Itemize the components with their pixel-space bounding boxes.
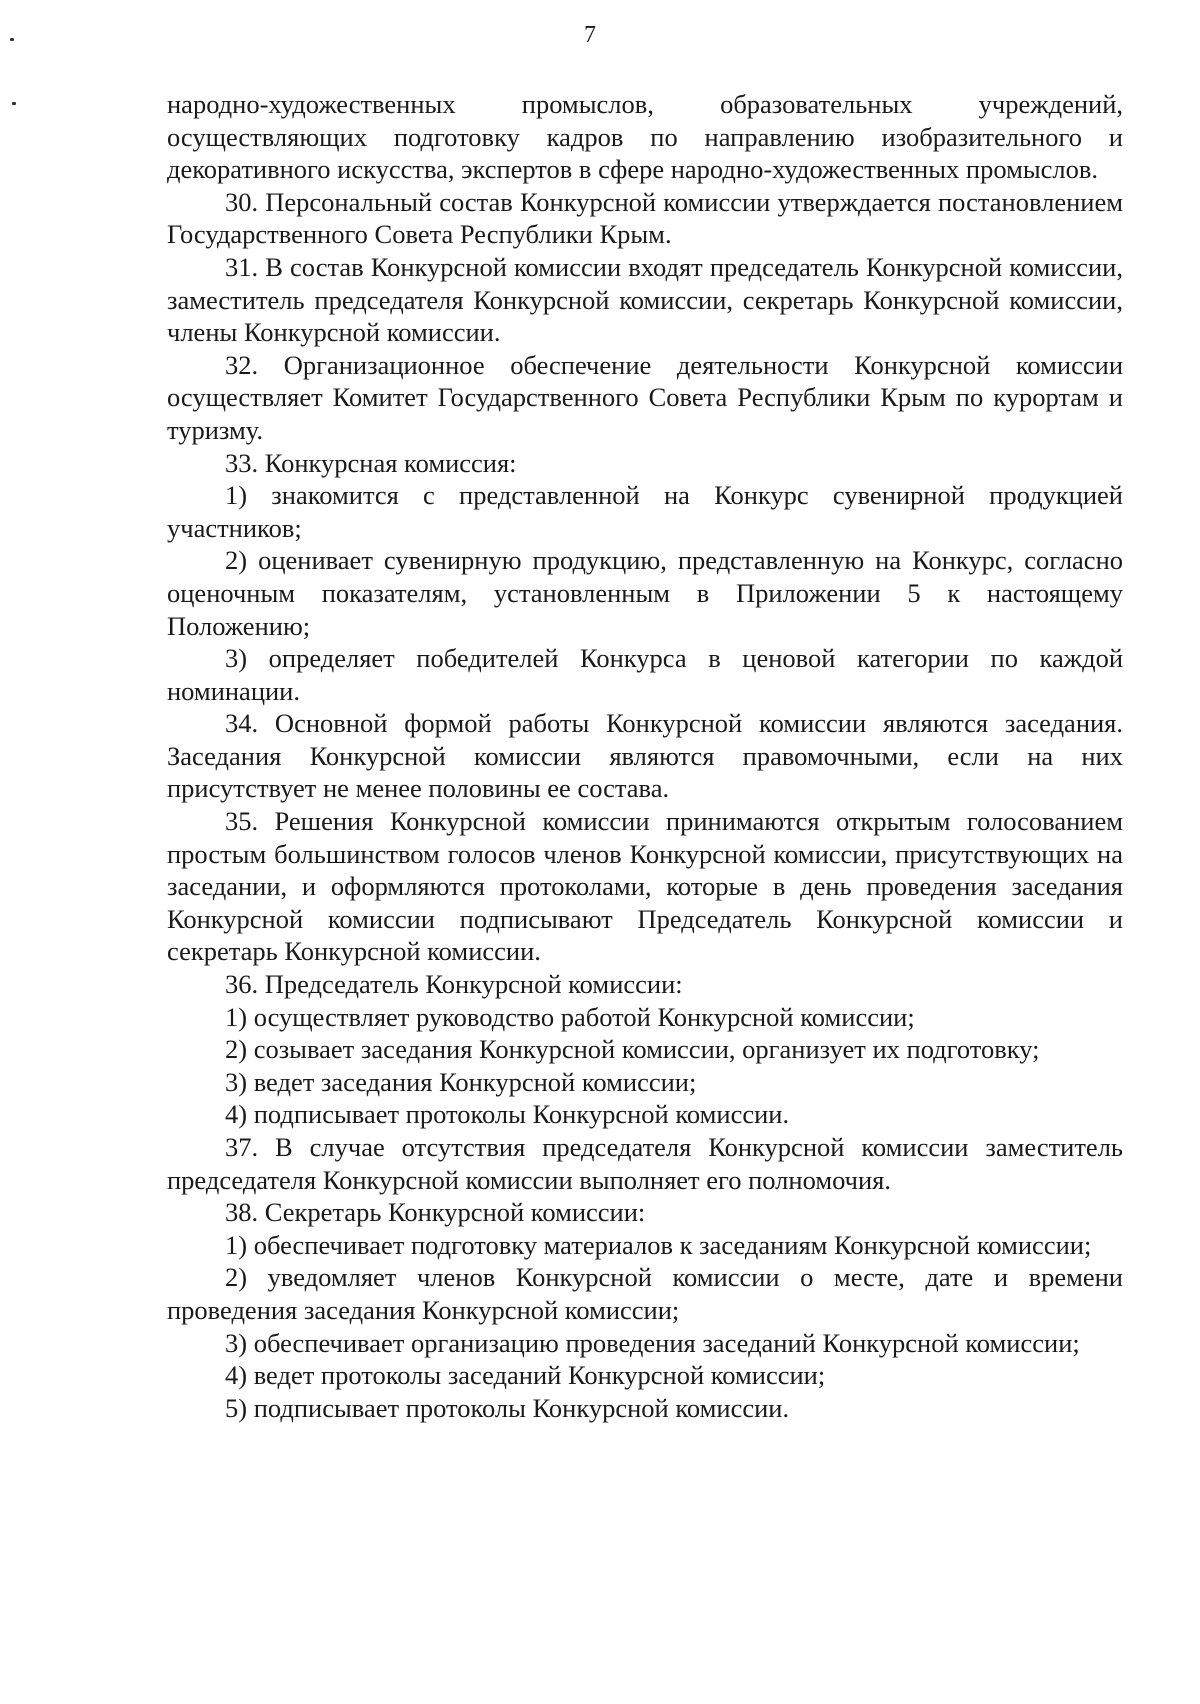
paragraph: 38. Секретарь Конкурсной комиссии: bbox=[225, 1197, 646, 1228]
paragraph: 31. В состав Конкурсной комиссии входят председатель Конкурсной комиссии, заместитель председателя Конкурсной комиссии, секретарь Конкурсной комиссии, члены Конкурсной комиссии. bbox=[167, 251, 1123, 348]
paragraph: 36. Председатель Конкурсной комиссии: bbox=[225, 969, 683, 1000]
paragraph: 1) обеспечивает подготовку материалов к заседаниям Конкурсной комиссии; bbox=[225, 1229, 1092, 1260]
paragraph: 4) ведет протоколы заседаний Конкурсной комиссии; bbox=[225, 1360, 826, 1391]
paragraph: 30. Персональный состав Конкурсной комиссии утверждается постановлением Государственного Совета Республики Крым. bbox=[167, 186, 1123, 250]
document-body bbox=[167, 88, 1123, 1424]
paragraph: 1) осуществляет руководство работой Конкурсной комиссии; bbox=[225, 1001, 915, 1032]
paragraph: 2) уведомляет членов Конкурсной комиссии о месте, дате и времени проведения заседания Конкурсной комиссии; bbox=[167, 1262, 1123, 1325]
paragraph: 34. Основной формой работы Конкурсной комиссии являются заседания. Заседания Конкурсной комиссии являются правомочными, если на них присутствует не менее половины ее состава. bbox=[167, 708, 1123, 804]
paragraph: 32. Организационное обеспечение деятельности Конкурсной комиссии осуществляет Комитет Государственного Совета Республики Крым по курортам и туризму. bbox=[167, 349, 1123, 445]
paragraph: 3) обеспечивает организацию проведения заседаний Конкурсной комиссии; bbox=[225, 1327, 1080, 1358]
paragraph: народно-художественных промыслов, образовательных учреждений, осуществляющих подготовку кадров по направлению изобразительного и декоративного искусства, экспертов в сфере народно-художественных промыслов. bbox=[167, 89, 1123, 185]
paragraph: 33. Конкурсная комиссия: bbox=[225, 447, 517, 478]
paragraph: 2) оценивает сувенирную продукцию, представленную на Конкурс, согласно оценочным показателям, установленным в Приложении 5 к настоящему Положению; bbox=[167, 545, 1123, 641]
paragraph: 4) подписывает протоколы Конкурсной комиссии. bbox=[225, 1099, 790, 1130]
paragraph: 37. В случае отсутствия председателя Конкурсной комиссии заместитель председателя Конкурсной комиссии выполняет его полномочия. bbox=[167, 1132, 1123, 1195]
paragraph: 35. Решения Конкурсной комиссии принимаются открытым голосованием простым большинством голосов членов Конкурсной комиссии, присутствующих на заседании, и оформляются протоколами, которые в день проведения заседания Конкурсной комиссии подписывают Председатель Конкурсной комиссии и секретарь Конкурсной комиссии. bbox=[167, 806, 1123, 967]
paragraph: 1) знакомится с представленной на Конкурс сувенирной продукцией участников; bbox=[167, 480, 1123, 543]
page-number: 7 bbox=[584, 22, 596, 48]
scan-speck bbox=[12, 102, 16, 105]
paragraph: 3) ведет заседания Конкурсной комиссии; bbox=[225, 1066, 697, 1097]
paragraph: 3) определяет победителей Конкурса в ценовой категории по каждой номинации. bbox=[167, 643, 1123, 706]
paragraph: 2) созывает заседания Конкурсной комиссии, организует их подготовку; bbox=[225, 1034, 1040, 1065]
paragraph: 5) подписывает протоколы Конкурсной комиссии. bbox=[225, 1392, 790, 1423]
